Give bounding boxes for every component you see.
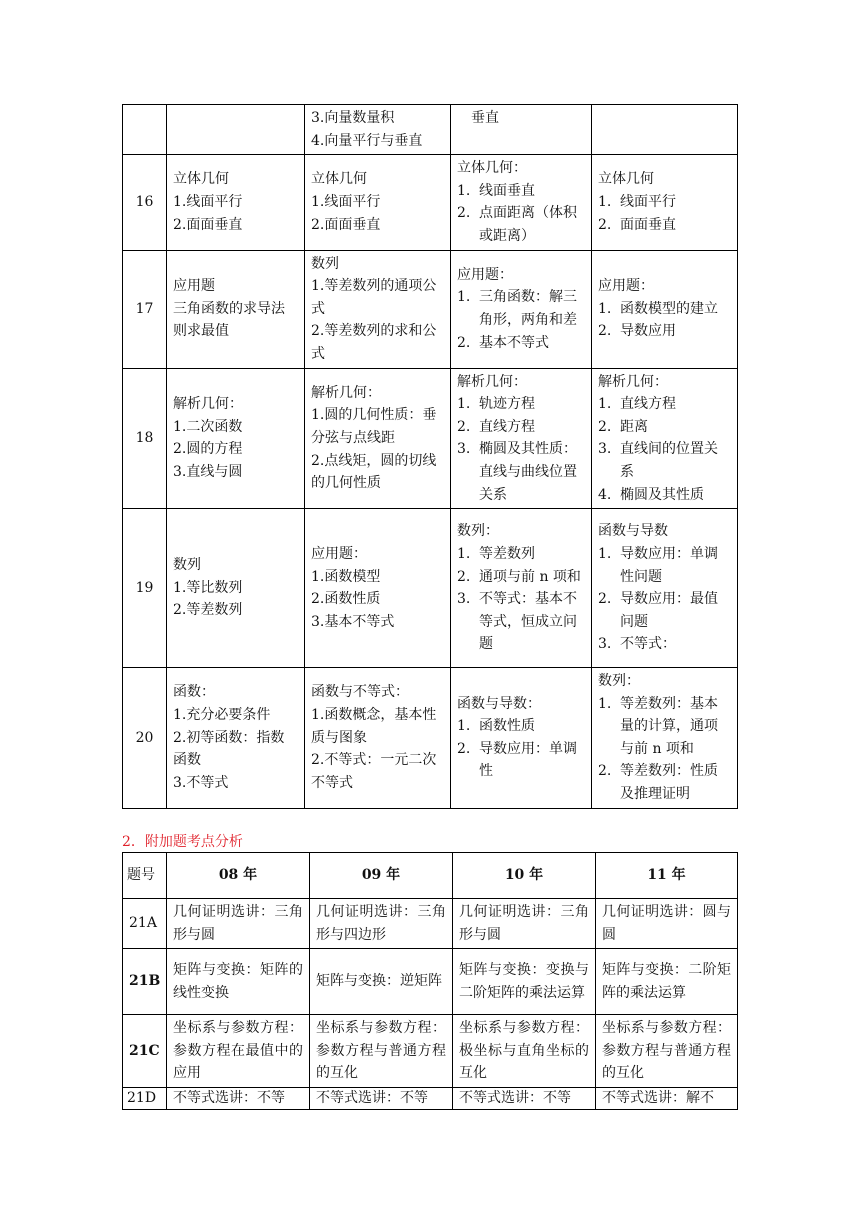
cell-line: 三角函数的求导法则求最值 bbox=[173, 300, 285, 340]
table-row bbox=[123, 105, 738, 155]
question-number: 18 bbox=[123, 368, 167, 509]
header-2008: 08 年 bbox=[167, 853, 310, 899]
cell-2009 bbox=[305, 368, 451, 509]
numbered-list bbox=[598, 191, 731, 236]
list-item: 3. 不等式： bbox=[598, 636, 676, 653]
numbered-list bbox=[457, 286, 585, 354]
cell-2010 bbox=[451, 668, 592, 809]
list-item: 1. 轨迹方程 bbox=[457, 396, 535, 413]
list-item: 1. 函数性质 bbox=[457, 718, 535, 735]
list-item: 3. 直线间的位置关系 bbox=[598, 441, 718, 480]
cell-line: 1.等比数列 bbox=[173, 579, 243, 596]
cell-line: 3.直线与圆 bbox=[173, 463, 243, 480]
cell-2008: 不等式选讲：不等 bbox=[167, 1087, 310, 1109]
cell-2011 bbox=[592, 368, 738, 509]
cell-2010: 坐标系与参数方程：极坐标与直角坐标的互化 bbox=[453, 1015, 596, 1088]
list-item: 3. 椭圆及其性质：直线与曲线位置关系 bbox=[457, 441, 577, 503]
cell-line: 1.线面平行 bbox=[173, 194, 243, 211]
list-item: 1. 等差数列：基本量的计算，通项与前 n 项和 bbox=[598, 695, 718, 757]
list-item: 2. 面面垂直 bbox=[598, 216, 676, 233]
numbered-list bbox=[457, 715, 585, 783]
list-item: 1. 线面垂直 bbox=[457, 182, 535, 199]
cell-2011: 几何证明选讲：圆与圆 bbox=[596, 899, 738, 949]
cell-line: 解析几何： bbox=[173, 396, 243, 413]
cell-line: 2.面面垂直 bbox=[173, 216, 243, 233]
list-item: 3. 不等式：基本不等式，恒成立问题 bbox=[457, 591, 577, 653]
cell-2008 bbox=[167, 509, 305, 668]
cell-line: 4.向量平行与垂直 bbox=[311, 132, 423, 149]
cell-2008: 矩阵与变换：矩阵的线性变换 bbox=[167, 949, 310, 1015]
cell-2009: 矩阵与变换：逆矩阵 bbox=[310, 949, 453, 1015]
numbered-list bbox=[598, 298, 731, 343]
cell-heading: 应用题： bbox=[457, 266, 513, 283]
list-item: 2. 等差数列：性质及推理证明 bbox=[598, 763, 718, 803]
cell-2011 bbox=[592, 668, 738, 809]
question-number bbox=[123, 105, 167, 155]
numbered-list bbox=[598, 543, 731, 656]
cell-2011 bbox=[592, 509, 738, 668]
cell-2011: 矩阵与变换：二阶矩阵的乘法运算 bbox=[596, 949, 738, 1015]
cell-line: 1.等差数列的通项公式 bbox=[311, 278, 437, 317]
cell-2008: 几何证明选讲：三角形与圆 bbox=[167, 899, 310, 949]
numbered-list bbox=[457, 180, 585, 248]
cell-line: 1.函数概念，基本性质与图象 bbox=[311, 706, 437, 746]
list-item: 2. 导数应用：单调性 bbox=[457, 740, 577, 780]
cell-heading: 函数与导数： bbox=[457, 695, 541, 712]
question-number: 16 bbox=[123, 155, 167, 250]
cell-heading: 应用题： bbox=[598, 278, 654, 295]
cell-2009 bbox=[305, 250, 451, 368]
table-row bbox=[123, 949, 738, 1015]
cell-line: 2.圆的方程 bbox=[173, 441, 243, 458]
cell-2010 bbox=[451, 509, 592, 668]
numbered-list bbox=[457, 543, 585, 656]
header-question-number: 题号 bbox=[123, 853, 167, 899]
cell-2010: 几何证明选讲：三角形与圆 bbox=[453, 899, 596, 949]
cell-heading: 立体几何： bbox=[457, 160, 527, 177]
cell-line: 应用题 bbox=[173, 278, 215, 295]
cell-2011 bbox=[592, 105, 738, 155]
cell-line: 2.面面垂直 bbox=[311, 216, 381, 233]
cell-line: 数列 bbox=[311, 255, 339, 272]
question-number: 21D bbox=[123, 1087, 167, 1109]
exam-topic-table bbox=[122, 104, 738, 809]
table-header-row bbox=[123, 853, 738, 899]
cell-line: 函数： bbox=[173, 684, 215, 701]
cell-2009 bbox=[305, 155, 451, 250]
table-row bbox=[123, 368, 738, 509]
question-number: 21B bbox=[123, 949, 167, 1015]
list-item: 2. 导数应用：最值问题 bbox=[598, 591, 718, 630]
cell-2010 bbox=[451, 368, 592, 509]
cell-2008 bbox=[167, 105, 305, 155]
list-item: 2. 导数应用 bbox=[598, 323, 676, 340]
cell-line: 2.等差数列的求和公式 bbox=[311, 323, 437, 362]
cell-line: 3.基本不等式 bbox=[311, 613, 395, 630]
numbered-list bbox=[598, 393, 731, 506]
cell-2011 bbox=[592, 155, 738, 250]
cell-line: 2.初等函数：指数函数 bbox=[173, 729, 285, 769]
cell-2009 bbox=[305, 105, 451, 155]
cell-line: 垂直 bbox=[457, 110, 499, 126]
list-item: 1. 等差数列 bbox=[457, 545, 535, 562]
cell-line: 1.充分必要条件 bbox=[173, 706, 271, 723]
list-item: 2. 距离 bbox=[598, 418, 648, 435]
cell-2008: 坐标系与参数方程：参数方程在最值中的应用 bbox=[167, 1015, 310, 1088]
cell-2011 bbox=[592, 250, 738, 368]
list-item: 2. 基本不等式 bbox=[457, 334, 549, 351]
cell-2009: 几何证明选讲：三角形与四边形 bbox=[310, 899, 453, 949]
cell-2009 bbox=[305, 509, 451, 668]
cell-2010: 矩阵与变换：变换与二阶矩阵的乘法运算 bbox=[453, 949, 596, 1015]
cell-line: 2.点线矩，圆的切线的几何性质 bbox=[311, 452, 437, 492]
list-item: 1. 线面平行 bbox=[598, 194, 676, 211]
cell-2010 bbox=[451, 250, 592, 368]
question-number: 20 bbox=[123, 668, 167, 809]
cell-2008 bbox=[167, 368, 305, 509]
cell-line: 应用题： bbox=[311, 545, 367, 562]
cell-2008 bbox=[167, 668, 305, 809]
cell-line: 2.等差数列 bbox=[173, 602, 243, 619]
cell-heading: 立体几何 bbox=[598, 171, 654, 188]
cell-2009 bbox=[305, 668, 451, 809]
numbered-list bbox=[598, 693, 731, 806]
table-row bbox=[123, 668, 738, 809]
table-row bbox=[123, 1087, 738, 1109]
cell-heading: 数列： bbox=[457, 523, 499, 540]
cell-line: 3.向量数量积 bbox=[311, 110, 395, 126]
question-number: 17 bbox=[123, 250, 167, 368]
cell-heading: 数列： bbox=[598, 673, 640, 690]
question-number: 19 bbox=[123, 509, 167, 668]
list-item: 2. 点面距离（体积或距离） bbox=[457, 205, 577, 244]
cell-2011: 坐标系与参数方程：参数方程与普通方程的互化 bbox=[596, 1015, 738, 1088]
cell-heading: 解析几何： bbox=[598, 373, 668, 390]
cell-2009: 不等式选讲：不等 bbox=[310, 1087, 453, 1109]
table-row bbox=[123, 155, 738, 250]
cell-line: 2.函数性质 bbox=[311, 591, 381, 608]
cell-line: 解析几何： bbox=[311, 384, 381, 401]
section-title: 2．附加题考点分析 bbox=[122, 834, 243, 850]
cell-2009: 坐标系与参数方程：参数方程与普通方程的互化 bbox=[310, 1015, 453, 1088]
cell-line: 1.圆的几何性质：垂分弦与点线距 bbox=[311, 407, 437, 447]
cell-line: 1.函数模型 bbox=[311, 568, 381, 585]
cell-heading: 函数与导数 bbox=[598, 523, 668, 540]
header-2010: 10 年 bbox=[453, 853, 596, 899]
cell-heading: 解析几何： bbox=[457, 373, 527, 390]
cell-line: 立体几何 bbox=[311, 171, 367, 188]
list-item: 2. 直线方程 bbox=[457, 418, 535, 435]
header-2011: 11 年 bbox=[596, 853, 738, 899]
cell-line: 1.线面平行 bbox=[311, 194, 381, 211]
header-2009: 09 年 bbox=[310, 853, 453, 899]
cell-line: 3.不等式 bbox=[173, 774, 229, 791]
question-number: 21C bbox=[123, 1015, 167, 1088]
additional-question-table bbox=[122, 852, 738, 1110]
table-row bbox=[123, 250, 738, 368]
cell-2008 bbox=[167, 250, 305, 368]
cell-line: 数列 bbox=[173, 557, 201, 574]
question-number: 21A bbox=[123, 899, 167, 949]
list-item: 2. 通项与前 n 项和 bbox=[457, 568, 581, 585]
cell-line: 1.二次函数 bbox=[173, 418, 243, 435]
cell-2010: 不等式选讲：不等 bbox=[453, 1087, 596, 1109]
cell-line: 2.不等式：一元二次不等式 bbox=[311, 752, 437, 791]
cell-line: 函数与不等式： bbox=[311, 684, 409, 701]
list-item: 1. 直线方程 bbox=[598, 396, 676, 413]
list-item: 1. 函数模型的建立 bbox=[598, 300, 718, 317]
numbered-list bbox=[457, 393, 585, 506]
table-row bbox=[123, 509, 738, 668]
cell-2011: 不等式选讲：解不 bbox=[596, 1087, 738, 1109]
list-item: 1. 三角函数：解三角形，两角和差 bbox=[457, 289, 577, 329]
cell-2010 bbox=[451, 155, 592, 250]
table-row bbox=[123, 1015, 738, 1088]
list-item: 4. 椭圆及其性质 bbox=[598, 486, 704, 503]
cell-2008 bbox=[167, 155, 305, 250]
cell-line: 立体几何 bbox=[173, 171, 229, 188]
cell-2010 bbox=[451, 105, 592, 155]
list-item: 1. 导数应用：单调性问题 bbox=[598, 545, 718, 585]
table-row bbox=[123, 899, 738, 949]
